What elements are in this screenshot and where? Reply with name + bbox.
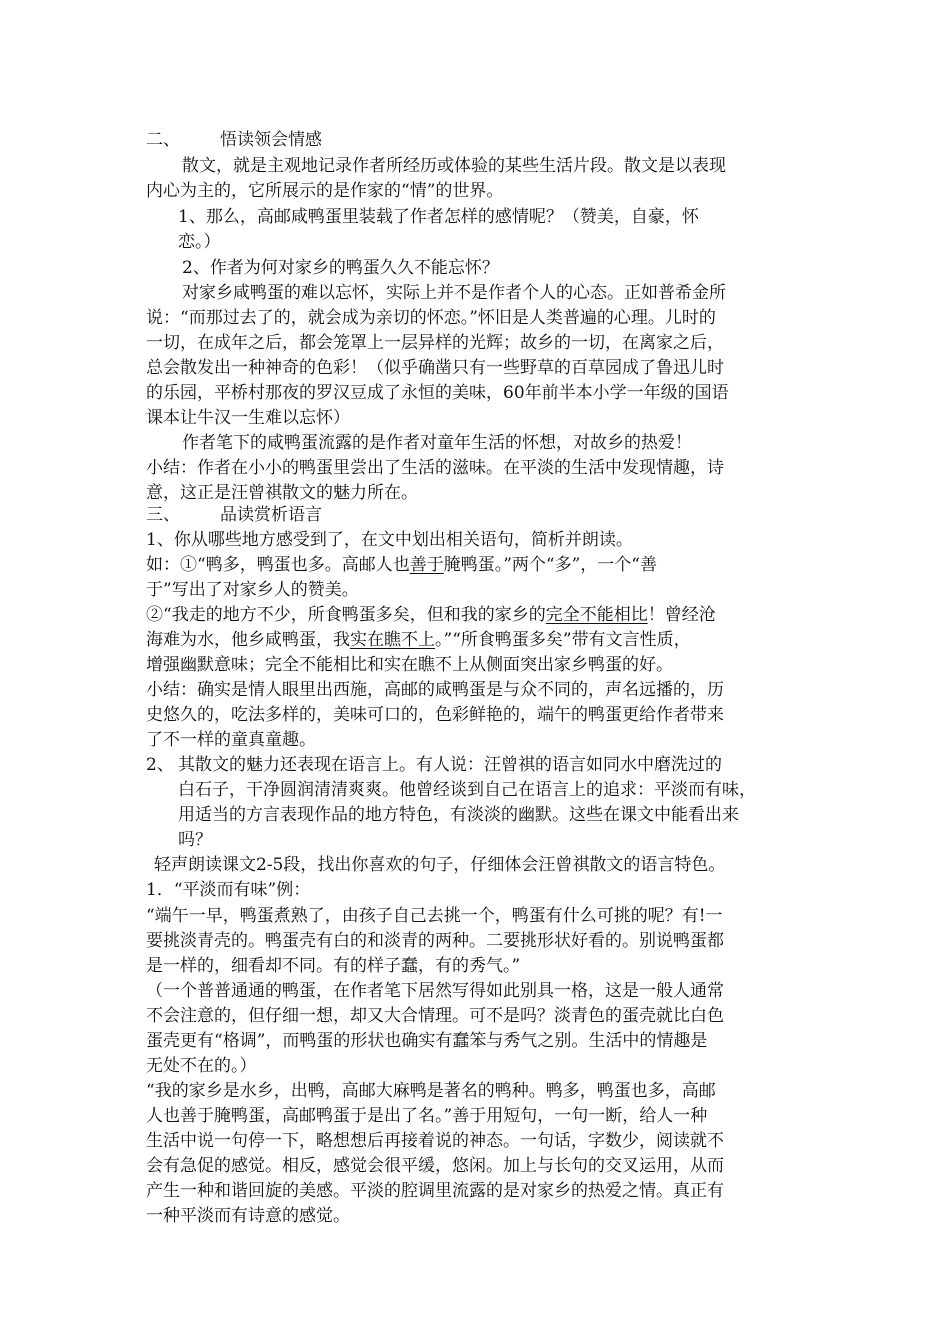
list-number: 2、 — [146, 755, 174, 775]
example-line: 海难为水，他乡咸鸭蛋，我实在瞧不上。”“所食鸭蛋多矣”带有文言性质， — [146, 630, 691, 650]
question-line: 1、你从哪些地方感受到了，在文中划出相关语句，简析并朗读。 — [146, 530, 633, 550]
example-line: ②“我走的地方不少，所食鸭蛋多矣，但和我的家乡的完全不能相比！曾经沧 — [146, 605, 716, 625]
section-title: 品读赏析语言 — [220, 505, 322, 525]
paragraph-line: 对家乡咸鸭蛋的难以忘怀，实际上并不是作者个人的心态。正如普希金所 — [182, 283, 726, 303]
paragraph-line: 说：“而那过去了的，就会成为亲切的怀恋。”怀旧是人类普遍的心理。儿时的 — [146, 308, 716, 328]
paragraph-line: 会有急促的感觉。相反，感觉会很平缓，悠闲。加上与长句的交叉运用，从而 — [146, 1156, 724, 1176]
paragraph-line: “我的家乡是水乡，出鸭，高邮大麻鸭是著名的鸭种。鸭多，鸭蛋也多，高邮 — [146, 1081, 716, 1101]
section-heading — [146, 128, 322, 152]
comment-line: 蛋壳更有“格调”，而鸭蛋的形状也确实有蠢笨与秀气之别。生活中的情趣是 — [146, 1031, 708, 1051]
question-line: 吗？ — [178, 830, 212, 850]
question-line: 恋。） — [178, 232, 221, 252]
comment-line: 无处不在的。） — [146, 1056, 257, 1076]
summary-line: 意，这正是汪曾祺散文的魅力所在。 — [146, 483, 418, 503]
example-line: 增强幽默意味；完全不能相比和实在瞧不上从侧面突出家乡鸭蛋的好。 — [146, 655, 673, 675]
section-number: 二、 — [146, 130, 180, 150]
paragraph-line: 散文，就是主观地记录作者所经历或体验的某些生活片段。散文是以表现 — [182, 156, 726, 176]
question-line: 白石子，干净圆润清清爽爽。他曾经谈到自己在语言上的追求：平淡而有味， — [178, 780, 756, 800]
section-heading — [146, 503, 322, 527]
underlined-phrase: 实在瞧不上 — [350, 630, 435, 650]
paragraph-line: 作者笔下的咸鸭蛋流露的是作者对童年生活的怀想，对故乡的热爱！ — [182, 433, 692, 453]
quote-line: 是一样的，细看却不同。有的样子蠢，有的秀气。” — [146, 956, 521, 976]
quote-line: 要挑淡青壳的。鸭蛋壳有白的和淡青的两种。二要挑形状好看的。别说鸭蛋都 — [146, 931, 724, 951]
quote-line: “端午一早，鸭蛋煮熟了，由孩子自己去挑一个，鸭蛋有什么可挑的呢？有!一 — [146, 906, 723, 926]
example-line: 于”写出了对家乡人的赞美。 — [146, 580, 359, 600]
paragraph-line: 一种平淡而有诗意的感觉。 — [146, 1206, 350, 1226]
instruction-line: 轻声朗读课文2-5段，找出你喜欢的句子，仔细体会汪曾祺散文的语言特色。 — [154, 855, 726, 875]
underlined-phrase: 完全不能相比 — [545, 605, 648, 625]
paragraph-line: 总会散发出一种神奇的色彩！（似乎确凿只有一些野草的百草园成了鲁迅儿时 — [146, 358, 724, 378]
subheading-line: 1．“平淡而有味”例： — [146, 880, 311, 900]
paragraph-line: 产生一种和谐回旋的美感。平淡的腔调里流露的是对家乡的热爱之情。真正有 — [146, 1181, 724, 1201]
paragraph-line: 的乐园，平桥村那夜的罗汉豆成了永恒的美味，60年前半本小学一年级的国语 — [146, 383, 729, 403]
question-line: 1、那么，高邮咸鸭蛋里装载了作者怎样的感情呢？（赞美，自豪，怀 — [178, 207, 699, 227]
paragraph-line: 课本让牛汉一生难以忘怀） — [146, 408, 350, 428]
question-line: 用适当的方言表现作品的地方特色，有淡淡的幽默。这些在课文中能看出来 — [178, 805, 739, 825]
section-title: 悟读领会情感 — [220, 130, 322, 150]
section-number: 三、 — [146, 505, 180, 525]
summary-line: 史悠久的，吃法多样的，美味可口的，色彩鲜艳的，端午的鸭蛋更给作者带来 — [146, 705, 724, 725]
paragraph-line: 生活中说一句停一下，略想想后再接着说的神态。一句话，字数少，阅读就不 — [146, 1131, 724, 1151]
summary-line: 了不一样的童真童趣。 — [146, 730, 316, 750]
paragraph-line: 一切，在成年之后，都会笼罩上一层异样的光辉；故乡的一切，在离家之后， — [146, 333, 724, 353]
summary-line: 小结：确实是情人眼里出西施，高邮的咸鸭蛋是与众不同的，声名远播的，历 — [146, 680, 724, 700]
comment-line: （一个普普通通的鸭蛋，在作者笔下居然写得如此别具一格，这是一般人通常 — [146, 981, 724, 1001]
summary-line: 小结：作者在小小的鸭蛋里尝出了生活的滋味。在平淡的生活中发现情趣，诗 — [146, 458, 724, 478]
comment-line: 不会注意的，但仔细一想，却又大合情理。可不是吗？淡青色的蛋壳就比白色 — [146, 1006, 724, 1026]
underlined-phrase: 善于 — [409, 555, 444, 575]
paragraph-line: 人也善于腌鸭蛋，高邮鸭蛋于是出了名。”善于用短句，一句一断，给人一种 — [146, 1106, 708, 1126]
question-line: 其散文的魅力还表现在语言上。有人说：汪曾祺的语言如同水中磨洗过的 — [178, 755, 722, 775]
example-line: 如：①“鸭多，鸭蛋也多。高邮人也善于腌鸭蛋。”两个“多”，一个“善 — [146, 555, 657, 575]
question-line: 2、作者为何对家乡的鸭蛋久久不能忘怀？ — [182, 258, 499, 278]
paragraph-line: 内心为主的，它所展示的是作家的“情”的世界。 — [146, 181, 504, 201]
